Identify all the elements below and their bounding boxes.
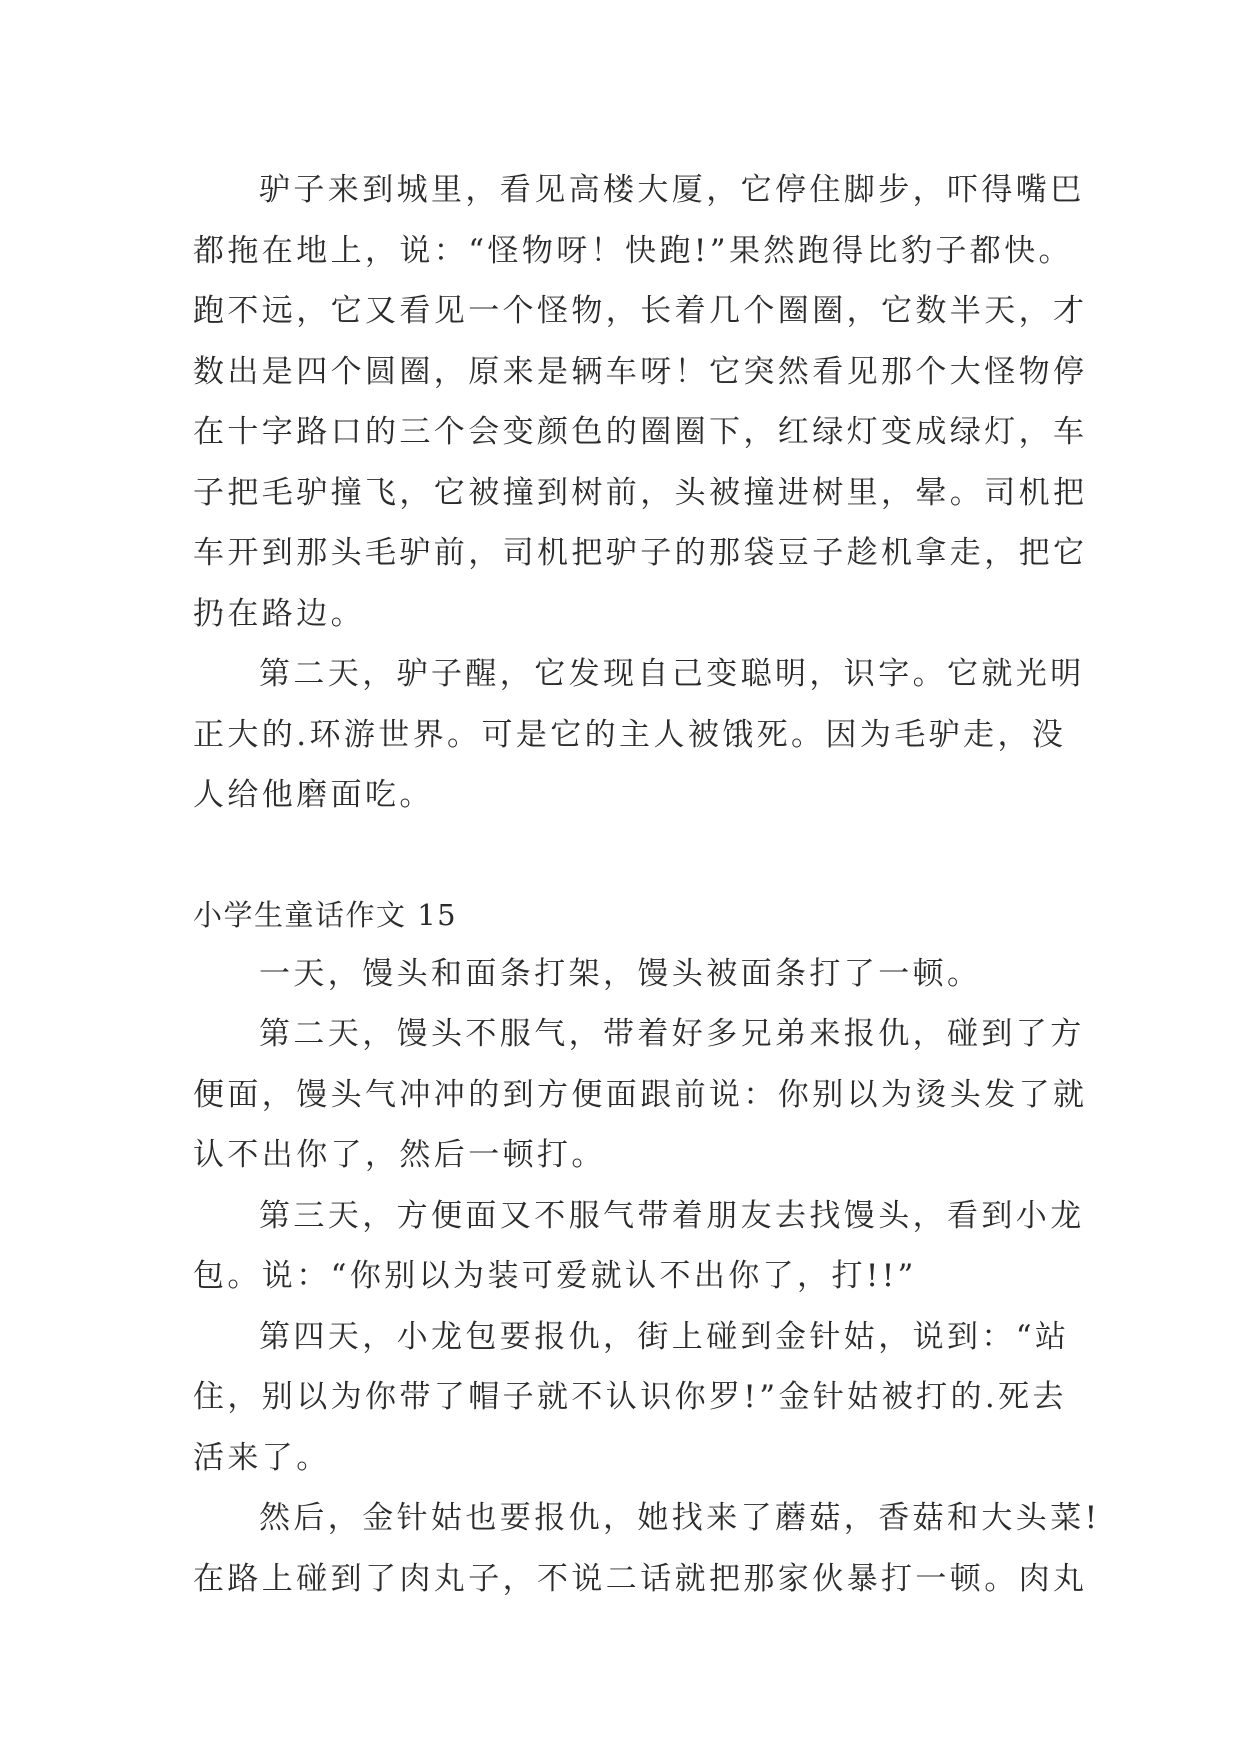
text-line: 在路上碰到了肉丸子，不说二话就把那家伙暴打一顿。肉丸	[193, 1560, 1088, 1597]
paragraph	[193, 1004, 1088, 1186]
text-line: 跑不远，它又看见一个怪物，长着几个圈圈，它数半天，才	[193, 293, 1088, 329]
section-title: 小学生童话作文 15	[193, 897, 458, 932]
document-page	[193, 160, 1101, 1609]
paragraph	[193, 944, 1078, 1005]
text-line: 一天，馒头和面条打架，馒头被面条打了一顿。	[259, 955, 982, 992]
paragraph	[193, 1488, 1101, 1609]
paragraph-gap	[193, 826, 1078, 886]
text-line: 活来了。	[193, 1439, 331, 1476]
text-line: 第四天，小龙包要报仇，街上碰到金针姑，说到：“站	[259, 1318, 1070, 1355]
text-line: 正大的.环游世界。可是它的主人被饿死。因为毛驴走，没	[193, 716, 1067, 753]
text-line: 人给他磨面吃。	[193, 777, 434, 813]
paragraph	[193, 644, 1085, 826]
text-line: 扔在路边。	[193, 595, 365, 632]
text-line: 第三天，方便面又不服气带着朋友去找馒头，看到小龙	[259, 1197, 1085, 1234]
text-line: 子把毛驴撞飞，它被撞到树前，头被撞进树里，晕。司机把	[193, 474, 1088, 511]
paragraph	[193, 1307, 1078, 1489]
text-line: 然后，金针姑也要报仇，她找来了蘑菇，香菇和大头菜!	[259, 1500, 1101, 1536]
text-line: 在十字路口的三个会变颜色的圈圈下，红绿灯变成绿灯，车	[193, 414, 1088, 450]
text-line: 便面，馒头气冲冲的到方便面跟前说：你别以为烫头发了就	[193, 1076, 1088, 1113]
text-line: 车开到那头毛驴前，司机把驴子的那袋豆子趁机拿走，把它	[193, 535, 1088, 571]
text-line: 都拖在地上，说：“怪物呀！快跑!”果然跑得比豹子都快。	[193, 232, 1073, 269]
text-line: 包。说：“你别以为装可爱就认不出你了，打!!”	[193, 1258, 917, 1294]
paragraph	[193, 1186, 1085, 1307]
text-line: 驴子来到城里，看见高楼大厦，它停住脚步，吓得嘴巴	[259, 172, 1085, 208]
paragraph	[193, 160, 1088, 644]
text-line: 数出是四个圆圈，原来是辆车呀！它突然看见那个大怪物停	[193, 353, 1088, 390]
text-line: 认不出你了，然后一顿打。	[193, 1137, 606, 1173]
text-line: 第二天，馒头不服气，带着好多兄弟来报仇，碰到了方	[259, 1016, 1085, 1052]
text-line: 第二天，驴子醒，它发现自己变聪明，识字。它就光明	[259, 656, 1085, 692]
text-line: 住，别以为你带了帽子就不认识你罗!”金针姑被打的.死去	[193, 1379, 1067, 1415]
